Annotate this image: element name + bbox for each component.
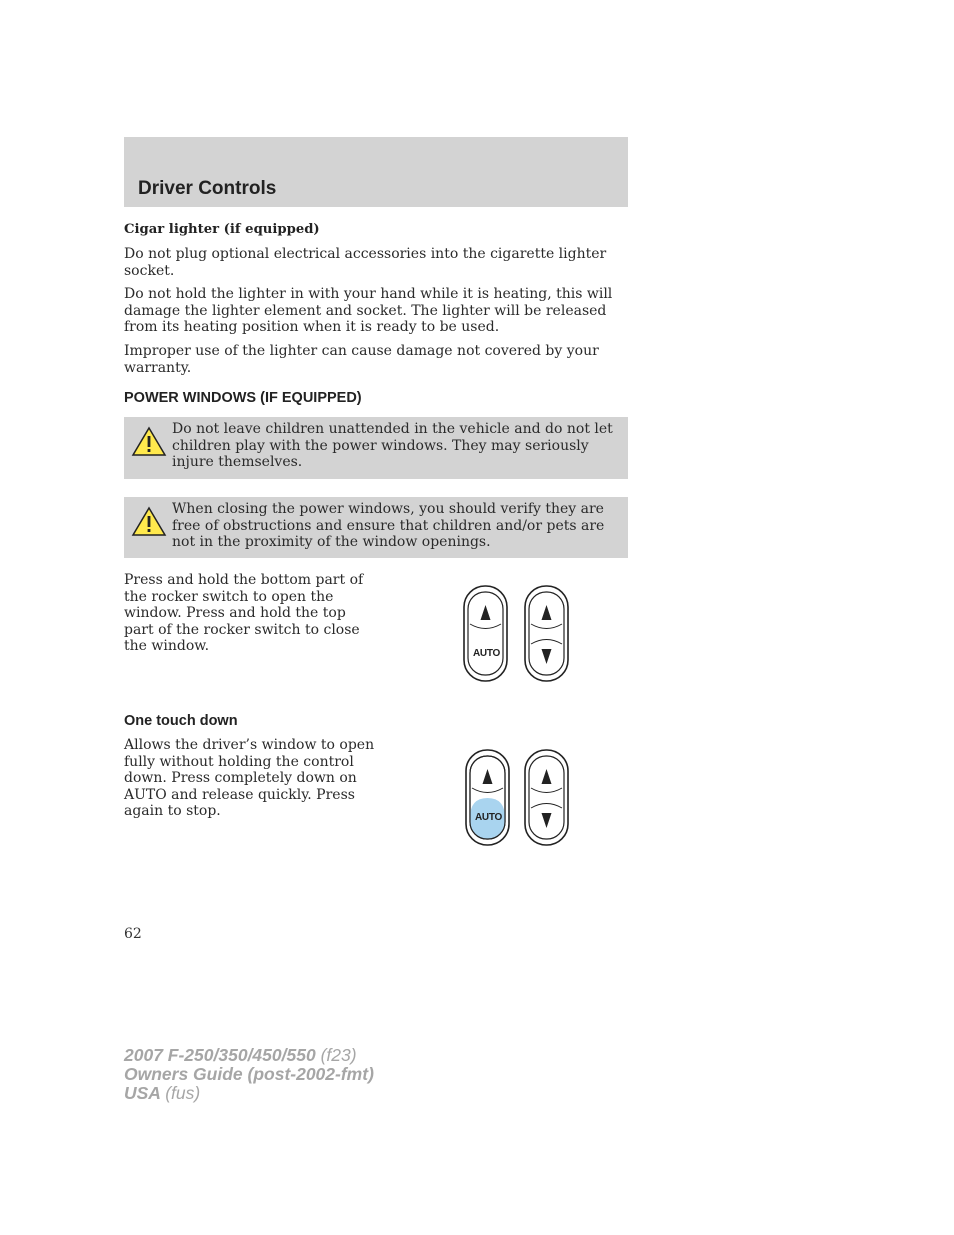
rocker-switch-instructions: Press and hold the bottom part of the rocker switch to open the window. Press and hold the top part of the rocker switch to close the window.: [124, 572, 364, 654]
power-windows-heading: POWER WINDOWS (IF EQUIPPED): [124, 390, 362, 406]
warning-text-obstructions: When closing the power windows, you should verify they are free of obstructions and ensure that children and/or pets are not in the proximity of the window openings.: [172, 501, 605, 550]
footer-line-3: [124, 1084, 374, 1103]
cigar-paragraph-1: Do not plug optional electrical accessories into the cigarette lighter socket.: [124, 246, 607, 279]
warning-triangle-icon: [130, 505, 168, 539]
footer-model: 2007 F-250/350/450/550: [124, 1045, 316, 1065]
one-touch-switch-illustration: [462, 748, 574, 848]
section-title: Driver Controls: [138, 178, 277, 199]
footer-line-2: Owners Guide (post-2002-fmt): [124, 1064, 374, 1084]
cigar-lighter-heading: Cigar lighter (if equipped): [124, 222, 320, 237]
footer-model-code: (f23): [320, 1045, 357, 1065]
warning-box-obstructions: [124, 497, 628, 558]
document-footer: [124, 1046, 374, 1103]
footer-market: USA: [124, 1083, 161, 1103]
auto-switch-label: AUTO: [475, 812, 502, 823]
one-touch-down-heading: One touch down: [124, 713, 238, 729]
warning-triangle-icon: [130, 425, 168, 459]
page-number: 62: [124, 926, 142, 942]
footer-line-1: [124, 1046, 374, 1065]
auto-window-switch-pressed: [466, 750, 509, 845]
standard-window-switch: [525, 750, 568, 845]
one-touch-down-text: Allows the driver’s window to open fully without holding the control down. Press completely down on AUTO and release quickly. Press again to stop.: [124, 737, 375, 819]
cigar-paragraph-2: Do not hold the lighter in with your hand while it is heating, this will damage the lighter element and socket. The lighter will be released from its heating position when it is ready to be used.: [124, 286, 613, 335]
cigar-paragraph-3: Improper use of the lighter can cause damage not covered by your warranty.: [124, 343, 599, 376]
auto-window-switch: [464, 586, 507, 681]
warning-box-children: [124, 417, 628, 479]
footer-market-code: (fus): [165, 1083, 201, 1103]
standard-window-switch: [525, 586, 568, 681]
auto-switch-label: AUTO: [473, 648, 500, 659]
warning-text-children: Do not leave children unattended in the vehicle and do not let children play with the power windows. They may seriously injure themselves.: [172, 421, 613, 470]
window-switch-illustration: [460, 584, 572, 684]
